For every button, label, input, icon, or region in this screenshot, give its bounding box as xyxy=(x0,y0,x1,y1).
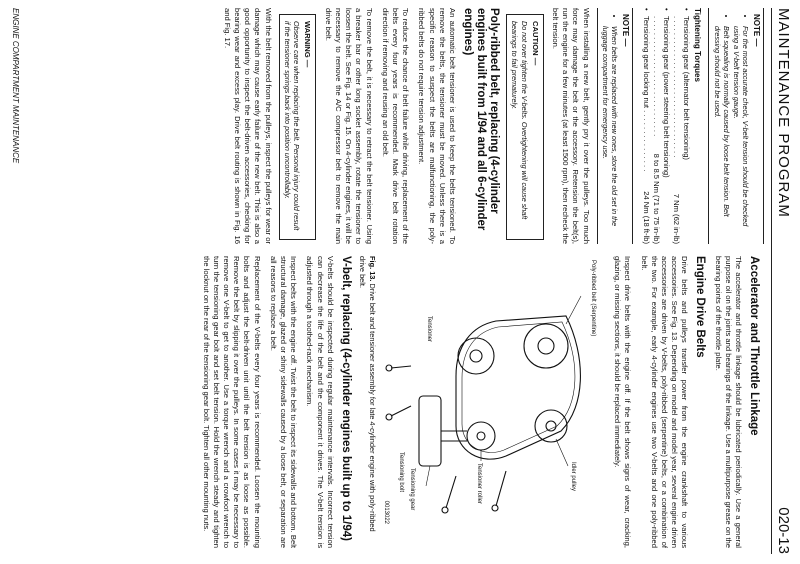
note-item: • Belt squealing is normally caused by loose belt tension. Belt dressing should not be used. xyxy=(712,26,731,244)
figure-caption-label: Fig. 13. xyxy=(367,256,377,282)
accessory-pulley xyxy=(458,338,494,374)
belt-diagram-figure xyxy=(381,256,606,526)
page-footer: ENGINE COMPARTMENT MAINTENANCE xyxy=(11,8,20,164)
caution-box xyxy=(506,14,544,240)
warning-title: WARNING — xyxy=(303,21,313,68)
bolt-set xyxy=(386,365,506,513)
warning-box xyxy=(279,14,317,240)
torque-value: 7 Nm (62 in-lb) xyxy=(672,193,682,244)
note-title: NOTE — xyxy=(752,14,761,47)
torques-heading: Tightening Torques xyxy=(693,8,703,82)
vbelt-paragraph: Replacement of the V-belts every four years is recommended. Loosen the mounting bolts and adjust the belt-driven unit until the belt tension is as loose as possible. Remove the belt by slipping it over the pulleys. In some cases it may be necessary to remove one V-belt to get to another. Use a torque wrench and a crowfoot wrench to turn the tensioning gear bolt and set belt tension. Hold the wrench steady and tighten the locknut on the rear of the tensioning gear bolt. Tighten all other mounting nuts. xyxy=(201,256,262,548)
poly-ribbed-heading: Poly-ribbed belt, replacing (4-cylinder engines built from 1/94 and all 6-cylinder engines) xyxy=(461,8,500,231)
crank-pulley xyxy=(524,324,568,368)
label-idler-pulley: Idler pulley xyxy=(569,462,576,492)
poly-paragraph: To remove the belt, it is necessary to retract the belt tensioner. Using a breaker bar or other long socket assembly, rotate the tensioner to loosen the belt. See Fig. 14 or Fig. 15. On 4-cylinder engines, it will be necessary to remove the A/C compressor belt to remove the main drive belt. xyxy=(323,8,374,244)
torques-list xyxy=(641,8,691,244)
vbelt-heading: V-belt, replacing (4-cylinder engines built up to 1/94) xyxy=(339,256,352,541)
tensioner-body xyxy=(419,396,441,466)
drive-belts-paragraph: Inspect drive belts with the engine off. If the belt shows signs of wear, cracking, glazing, or missing sections, it should be replaced immediately. xyxy=(613,256,633,548)
vbelt-paragraph: Inspect belts with the engine off. Twist the belt to inspect its sidewalls and bottom. Belt structural damage, glazed or shiny sidewalls caused by a loose belt, or separation are all reasons to replace a belt. xyxy=(268,256,299,548)
torque-value: 24 Nm (18 ft-lb) xyxy=(642,191,652,244)
poly-paragraph: With the belt removed from the pulleys, inspect the pulleys for wear or damage which may cause early failure of the new belt. This is also a good opportunity to inspect the belt-driven accessories, checking for bearing wear and excess play. Drive belt routing is shown in Fig. 16 and Fig. 17. xyxy=(222,8,273,244)
torque-label: • Tensioning gear (alternator belt tensioning) xyxy=(682,16,692,160)
label-tensioner: Tensioner xyxy=(425,316,432,343)
torque-value: 8 to 8.5 Nm (71 to 75 in-lb) xyxy=(652,153,662,244)
right-column xyxy=(194,256,766,548)
page-header xyxy=(772,8,792,554)
figure-id: 0013022 xyxy=(382,500,389,524)
label-tensioning-gear: Tensioning gear xyxy=(408,468,415,511)
caution-title: CAUTION — xyxy=(530,21,540,66)
install-paragraph: When installing a new belt, gently pry it over the pulleys. Too much force may damage the belt or the accessory. Retension the belt(s), run the engine for a few minutes (at least 1500 rpm), then recheck the belt tension. xyxy=(550,8,591,244)
note-item: • For the most accurate check, V-belt tension should be checked using a V-belt tension gauge. xyxy=(731,26,750,244)
drive-belts-heading: Engine Drive Belts xyxy=(694,256,707,358)
torque-label: • Tensioning gear locking nut xyxy=(642,16,652,109)
label-tensioning-bolt: Tensioning bolt xyxy=(397,452,404,493)
header-rule xyxy=(771,8,772,554)
torque-item: • Tensioning gear (alternator belt tensioning) . . . . . . . . . . . . . . . . . . . . . . . . . . . . . . . . . . 7 Nm (62 in-lb) xyxy=(671,8,691,244)
drive-belts-paragraph: Drive belts and pulleys transfer power from the engine crankshaft to various accessories. See Fig. 13. Depending on model and model year, several engine driven accessories are driven by V-belts, poly-ribbed (serpentine) belts, or a combination of the two. For example, early 4-cylinder engines use two V-belts and one poly-ribbed belt. xyxy=(639,256,690,548)
torque-item: • Tensioning gear locking nut . . . . . . . . . . . . . . . 24 Nm (18 ft-lb) xyxy=(641,8,651,244)
figure-caption-text: Drive belt and tensioner assembly for late 4-cylinder engine with poly-ribbed drive belt. xyxy=(358,256,377,532)
caution-body: Do not over tighten the V-belts. Overtightening will cause shaft bearings to fail prematurely. xyxy=(510,21,529,220)
idler-pulley xyxy=(535,410,567,442)
left-column xyxy=(216,8,766,244)
note-box-2 xyxy=(597,8,634,244)
figure-caption xyxy=(358,256,377,548)
accelerator-paragraph: The accelerator and throttle linkage should be lubricated periodically. Use a general purpose oil on the joints and bearings of the linkage. Use a multipurpose grease on the bearing points of the throttle plate. xyxy=(713,256,743,548)
note-title: NOTE — xyxy=(621,14,631,47)
page-title: MAINTENANCE PROGRAM xyxy=(775,8,792,218)
poly-paragraph: To reduce the chance of belt failure while driving, replacement of the belts every four years is recommended. Mark drive belt rotation direction if removing and reusing an old belt. xyxy=(380,8,411,244)
label-tensioner-roller: Tensioner roller xyxy=(475,463,482,505)
note-item: • When belts are replaced with new ones, store the old set in the luggage compartment for emergency use. xyxy=(601,26,620,244)
page-number: 020-13 xyxy=(775,507,792,554)
torque-label: • Tensioning gear (power steering belt tensioning) xyxy=(662,16,672,178)
poly-paragraph: An automatic belt tensioner is used to keep the belts tensioned. To remove the belts, the tensioner must be moved. Unless there is a specific reason to suspect the belts are malfunctioning, the poly-ribbed belts do not require tension adjustment. xyxy=(417,8,457,244)
tensioner-roller xyxy=(467,422,495,450)
accelerator-heading: Accelerator and Throttle Linkage xyxy=(748,256,760,436)
note-box xyxy=(708,8,764,244)
torque-item: • Tensioning gear (power steering belt tensioning) . . . . . . . . . . . . . . . . . . . . . . . . . . . . . 8 to 8.5 Nm (71 to 75 in-lb) xyxy=(651,8,671,244)
vbelt-paragraph: V-belts should be inspected during regular maintenance intervals. Incorrect tension can decrease the life of the belt and the component it drives. The V-belt tension is adjusted through a toothed-rack mechanism. xyxy=(305,256,335,548)
warning-body: Observe care when replacing the belt. Personal injury could result if the tensioner springs back into position uncontrollably. xyxy=(283,21,302,231)
label-poly-belt: Poly-ribbed belt (Serpentine) xyxy=(589,260,596,337)
belt-tensioner-illustration xyxy=(381,256,606,526)
